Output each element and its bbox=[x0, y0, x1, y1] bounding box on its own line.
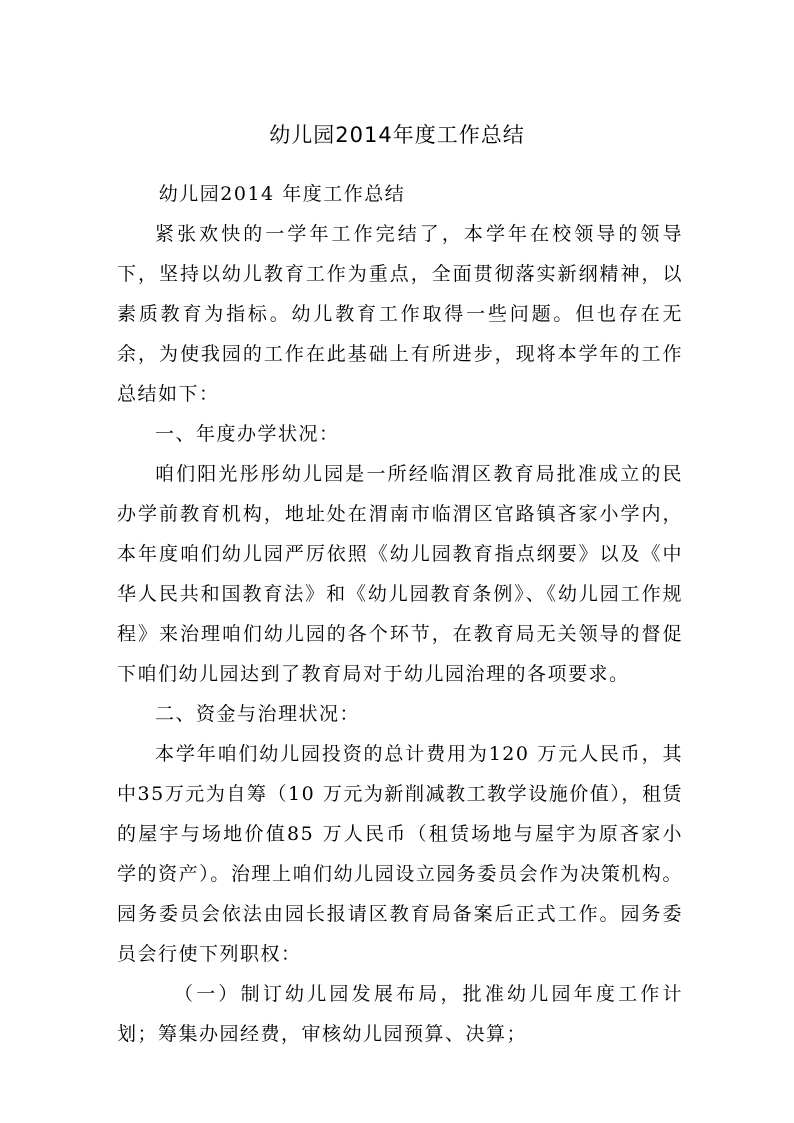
document-body bbox=[117, 174, 683, 1054]
paragraph-section-2: 本学年咱们幼儿园投资的总计费用为120 万元人民币，其中35万元为自筹（10 万元为新削减教工教学设施价值），租赁的屋宇与场地价值85 万人民币（租赁场地与屋宇为原吝家小学的资产）。治理上咱们幼儿园设立园务委员会作为决策机构。园务委员会依法由园长报请区教育局备案后正式工作。园务委员会行使下列职权： bbox=[117, 743, 683, 965]
document-subtitle: 幼儿园2014 年度工作总结 bbox=[158, 183, 406, 205]
document-title: 幼儿园2014年度工作总结 bbox=[269, 123, 525, 147]
paragraph-section-1: 咱们阳光彤彤幼儿园是一所经临渭区教育局批准成立的民办学前教育机构，地址处在渭南市临渭区官路镇吝家小学内，本年度咱们幼儿园严厉依照《幼儿园教育指点纲要》以及《中华人民共和国教育法》和《幼儿园教育条例》、《幼儿园工作规程》来治理咱们幼儿园的各个环节，在教育局无关领导的督促下咱们幼儿园达到了教育局对于幼儿园治理的各项要求。 bbox=[117, 463, 683, 685]
paragraph-intro: 紧张欢快的一学年工作完结了，本学年在校领导的领导下，坚持以幼儿教育工作为重点，全面贯彻落实新纲精神，以素质教育为指标。幼儿教育工作取得一些问题。但也存在无余，为使我园的工作在此基础上有所进步，现将本学年的工作总结如下： bbox=[117, 223, 683, 405]
section-heading-1: 一、年度办学状况： bbox=[155, 423, 340, 445]
list-item-1: （一）制订幼儿园发展布局，批准幼儿园年度工作计划；筹集办园经费，审核幼儿园预算、决算； bbox=[117, 983, 683, 1045]
section-heading-2: 二、资金与治理状况： bbox=[155, 703, 361, 725]
